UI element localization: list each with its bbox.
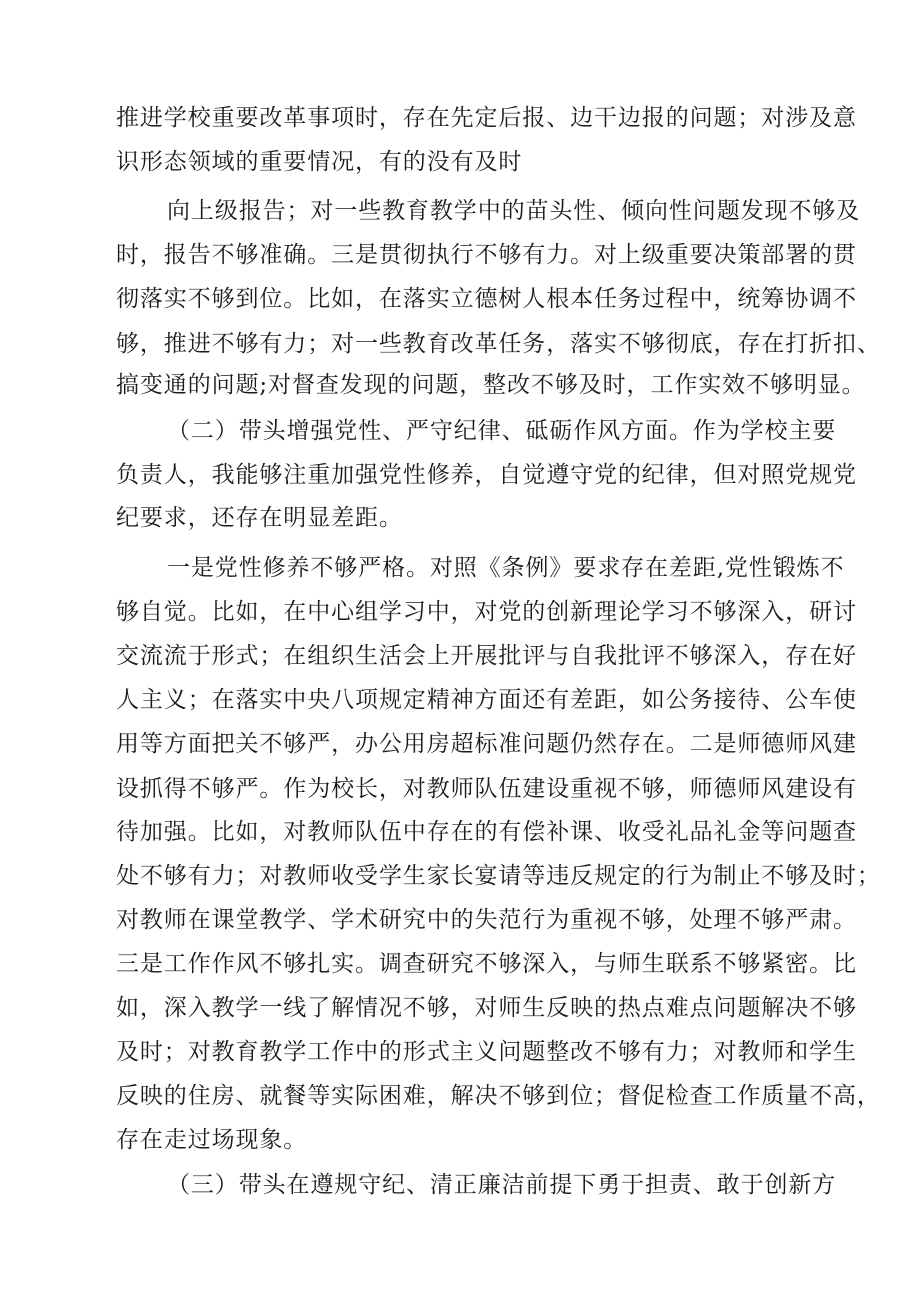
- text-line: 够自觉。比如，在中心组学习中，对党的创新理论学习不够深入，研讨: [116, 599, 857, 625]
- text-line: 存在走过场现象。: [116, 1127, 308, 1153]
- text-line: 及时；对教育教学工作中的形式主义问题整改不够有力；对教师和学生: [116, 1039, 857, 1065]
- text-line: 如，深入教学一线了解情况不够，对师生反映的热点难点问题解决不够: [116, 995, 857, 1021]
- section-heading-2: （二）带头增强党性、严守纪律、砥砺作风方面。作为学校主要: [167, 418, 837, 444]
- text-line: 一是党性修养不够严格。对照《条例》要求存在差距,党性锻炼不: [167, 555, 845, 581]
- text-line: 三是工作作风不够扎实。调查研究不够深入，与师生联系不够紧密。比: [116, 951, 857, 977]
- section-heading-3: （三）带头在遵规守纪、清正廉洁前提下勇于担责、敢于创新方: [167, 1172, 837, 1198]
- text-line: 识形态领域的重要情况，有的没有及时: [116, 149, 523, 175]
- text-line: 向上级报告；对一些教育教学中的苗头性、倾向性问题发现不够及: [167, 198, 861, 224]
- text-line: 时，报告不够准确。三是贯彻执行不够有力。对上级重要决策部署的贯: [116, 242, 857, 268]
- text-line: 纪要求，还存在明显差距。: [116, 505, 403, 531]
- text-line: 搞变通的问题;对督查发现的问题，整改不够及时，工作实效不够明显。: [116, 372, 866, 398]
- text-line: 够，推进不够有力；对一些教育改革任务，落实不够彻底，存在打折扣、: [116, 331, 881, 357]
- text-line: 推进学校重要改革事项时，存在先定后报、边干边报的问题；对涉及意: [116, 105, 857, 131]
- text-line: 彻落实不够到位。比如，在落实立德树人根本任务过程中，统筹协调不: [116, 286, 857, 312]
- text-line: 对教师在课堂教学、学术研究中的失范行为重视不够，处理不够严肃。: [116, 907, 857, 933]
- text-line: 人主义；在落实中央八项规定精神方面还有差距，如公务接待、公车使: [116, 687, 857, 713]
- text-line: 待加强。比如，对教师队伍中存在的有偿补课、收受礼品礼金等问题查: [116, 819, 857, 845]
- text-line: 反映的住房、就餐等实际困难，解决不够到位；督促检查工作质量不高，: [116, 1083, 881, 1109]
- text-line: 交流流于形式；在组织生活会上开展批评与自我批评不够深入，存在好: [116, 643, 857, 669]
- text-line: 负责人，我能够注重加强党性修养，自觉遵守党的纪律，但对照党规党: [116, 462, 857, 488]
- text-line: 处不够有力；对教师收受学生家长宴请等违反规定的行为制止不够及时；: [116, 863, 881, 889]
- text-line: 设抓得不够严。作为校长，对教师队伍建设重视不够，师德师风建设有: [116, 776, 857, 802]
- text-line: 用等方面把关不够严，办公用房超标准问题仍然存在。二是师德师风建: [116, 731, 857, 757]
